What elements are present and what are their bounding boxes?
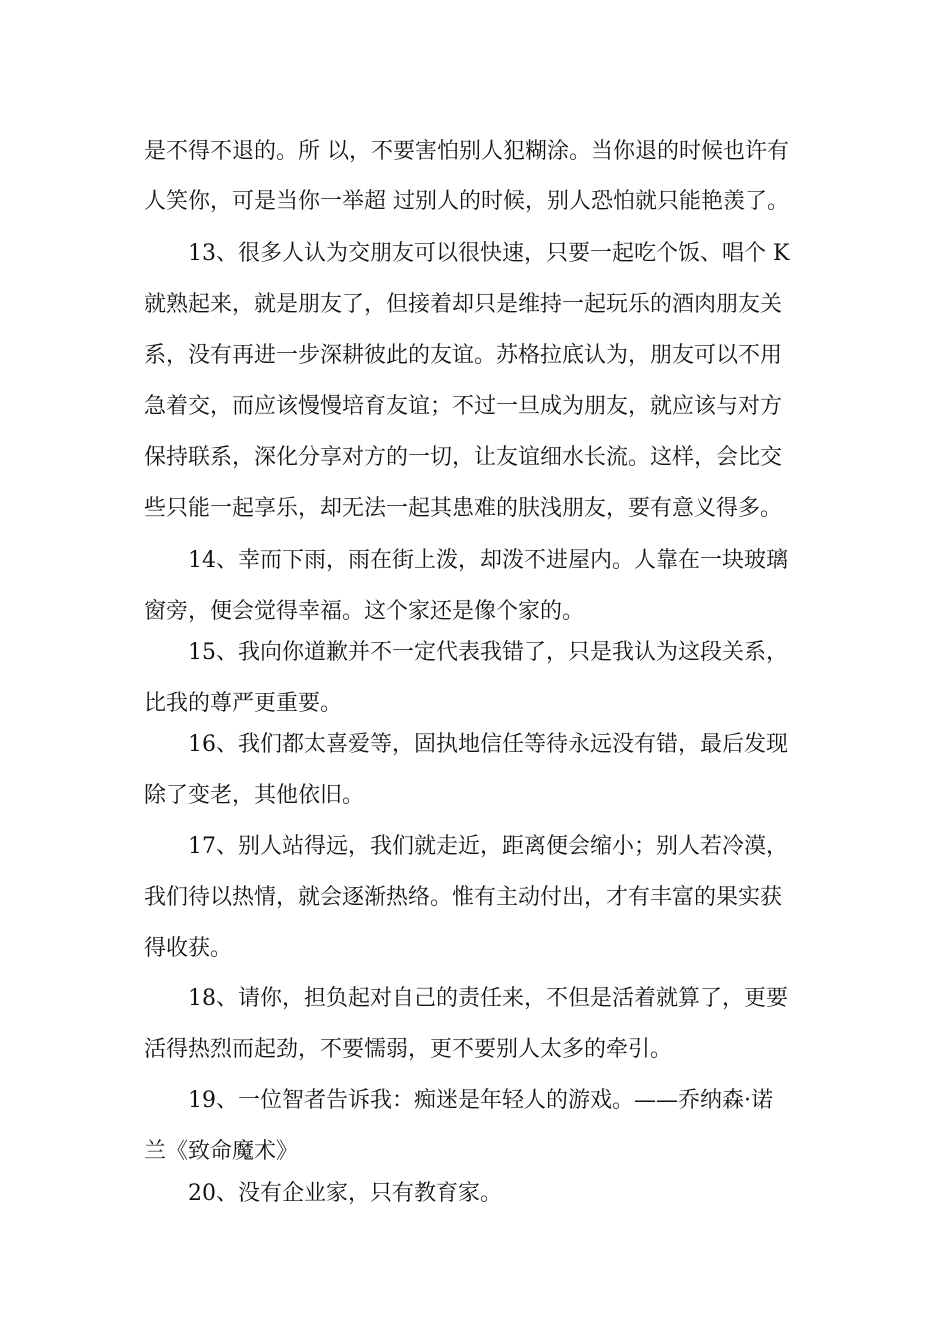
text-line: 比我的尊严更重要。 — [144, 691, 343, 716]
text-line: 得收获。 — [144, 936, 233, 961]
text-line: 急着交，而应该慢慢培育友谊；不过一旦成为朋友，就应该与对方 — [144, 394, 783, 419]
paragraph-20-line: 20、没有企业家，只有教育家。 — [188, 1181, 502, 1206]
text-line: 除了变老，其他依旧。 — [144, 783, 365, 808]
paragraph-15-line: 15、我向你道歉并不一定代表我错了，只是我认为这段关系， — [188, 640, 788, 665]
paragraph-13-line: 13、很多人认为交朋友可以很快速，只要一起吃个饭、唱个 K — [188, 241, 790, 266]
paragraph-17-line: 17、别人站得远，我们就走近，距离便会缩小；别人若冷漠， — [188, 834, 788, 859]
text-line: 保持联系，深化分享对方的一切，让友谊细水长流。这样，会比交 — [144, 445, 783, 470]
text-line: 活得热烈而起劲，不要懦弱，更不要别人太多的牵引。 — [144, 1037, 673, 1062]
paragraph-18-line: 18、请你，担负起对自己的责任来，不但是活着就算了，更要 — [188, 986, 788, 1011]
text-line: 人笑你，可是当你一举超 过别人的时候，别人恐怕就只能艳羡了。 — [144, 189, 789, 214]
text-line: 就熟起来，就是朋友了，但接着却只是维持一起玩乐的酒肉朋友关 — [144, 292, 783, 317]
text-line: 我们待以热情，就会逐渐热络。惟有主动付出，才有丰富的果实获 — [144, 885, 783, 910]
text-line: 系，没有再进一步深耕彼此的友谊。苏格拉底认为，朋友可以不用 — [144, 343, 783, 368]
text-line: 些只能一起享乐，却无法一起其患难的肤浅朋友，要有意义得多。 — [144, 496, 783, 521]
text-line: 是不得不退的。所 以，不要害怕别人犯糊涂。当你退的时候也许有 — [144, 139, 789, 164]
paragraph-16-line: 16、我们都太喜爱等，固执地信任等待永远没有错，最后发现 — [188, 732, 788, 757]
paragraph-19-line: 19、一位智者告诉我：痴迷是年轻人的游戏。——乔纳森·诺 — [188, 1088, 773, 1113]
text-line: 窗旁，便会觉得幸福。这个家还是像个家的。 — [144, 599, 585, 624]
text-line: 兰《致命魔术》 — [144, 1139, 299, 1164]
paragraph-14-line: 14、幸而下雨，雨在街上泼，却泼不进屋内。人靠在一块玻璃 — [188, 548, 788, 573]
